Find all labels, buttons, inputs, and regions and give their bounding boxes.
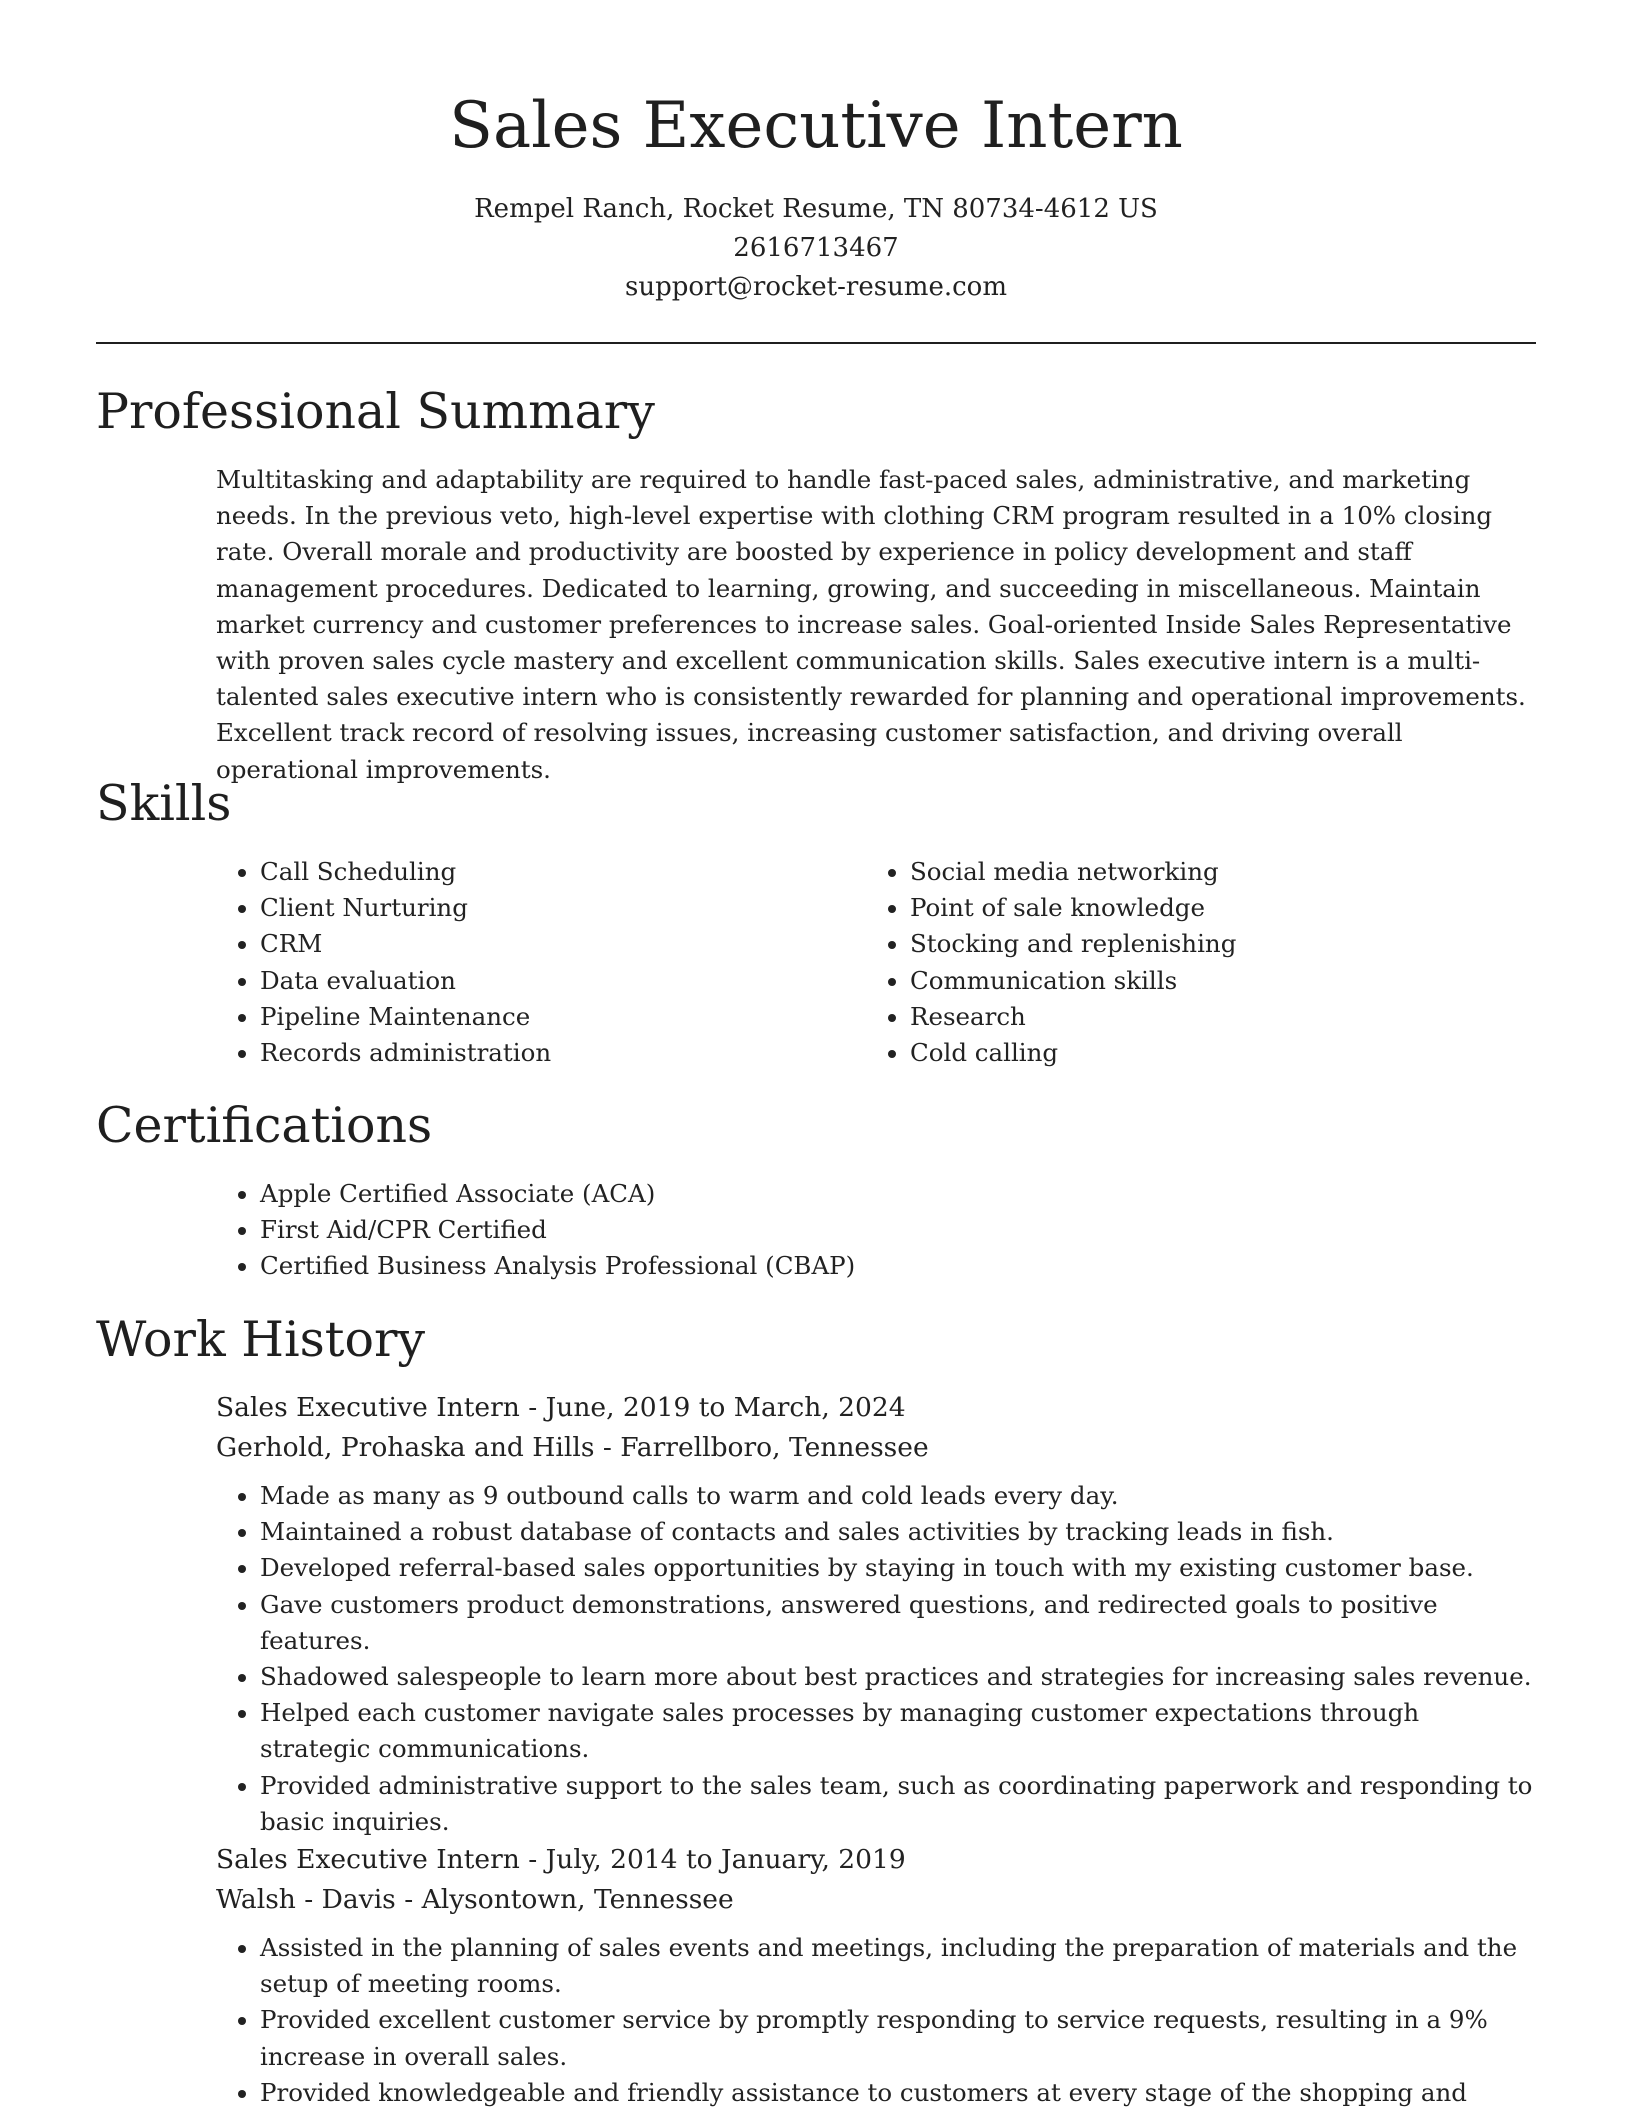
job-title: Sales Executive Intern [216, 1844, 520, 1875]
list-item: • Gave customers product demonstrations, answered questions, and redirected goals to positive features. [260, 1587, 1536, 1659]
certifications-list [216, 1176, 1536, 1285]
job-location: - Alysontown, Tennessee [395, 1884, 734, 1915]
header-divider [96, 342, 1536, 344]
list-item: • Stocking and replenishing [910, 926, 1550, 962]
job-company-line [216, 1428, 1536, 1468]
list-item: • Data evaluation [260, 963, 900, 999]
list-item: • Helped each customer navigate sales processes by managing customer expectations through strategic communications. [260, 1695, 1536, 1767]
list-item: • Maintained a robust database of contacts and sales activities by tracking leads in fish. [260, 1514, 1536, 1550]
list-item: • Shadowed salespeople to learn more about best practices and strategies for increasing sales revenue. [260, 1659, 1536, 1695]
job-company: Walsh - Davis [216, 1884, 396, 1915]
list-item: • Certified Business Analysis Professional (CBAP) [260, 1248, 1536, 1284]
list-item: • Point of sale knowledge [910, 890, 1550, 926]
skills-column-right [866, 854, 1550, 1071]
email: support@rocket-resume.com [624, 272, 1007, 302]
list-item: • Client Nurturing [260, 890, 900, 926]
job-title-line [216, 1388, 1536, 1428]
job-entry [216, 1840, 1536, 2111]
job-entry [216, 1388, 1536, 1840]
phone: 2616713467 [733, 233, 899, 263]
list-item: • Provided excellent customer service by promptly responding to service requests, resulting in a 9% increase in overall sales. [260, 2002, 1536, 2074]
section-title-work-history: Work History [96, 1311, 426, 1368]
list-item: • Research [910, 999, 1550, 1035]
section-title-summary: Professional Summary [96, 383, 655, 440]
list-item: • Provided knowledgeable and friendly assistance to customers at every stage of the shopping and [260, 2075, 1536, 2111]
list-item: • Made as many as 9 outbound calls to warm and cold leads every day. [260, 1478, 1536, 1514]
job-company-line [216, 1880, 1536, 1920]
job-company: Gerhold, Prohaska and Hills [216, 1432, 595, 1463]
job-dates: - June, 2019 to March, 2024 [519, 1392, 906, 1423]
list-item: • Call Scheduling [260, 854, 900, 890]
contact-info [0, 190, 1632, 307]
job-title: Sales Executive Intern [216, 1392, 520, 1423]
section-title-skills: Skills [96, 775, 232, 832]
summary-text: Multitasking and adaptability are required to handle fast-paced sales, administrative, and marketing needs. In the previous veto, high-level expertise with clothing CRM program resulted in a 10% closing rate. Overall morale and productivity are boosted by experience in policy development and staff management procedures. Dedicated to learning, growing, and succeeding in miscellaneous. Maintain market currency and customer preferences to increase sales. Goal-oriented Inside Sales Representative with proven sales cycle mastery and excellent communication skills. Sales executive intern is a multi-talented sales executive intern who is consistently rewarded for planning and operational improvements. Excellent track record of resolving issues, increasing customer satisfaction, and driving overall operational improvements. [216, 465, 1526, 784]
list-item: • Social media networking [910, 854, 1550, 890]
list-item: • First Aid/CPR Certified [260, 1212, 1536, 1248]
certifications-items [216, 1176, 1536, 1285]
job-bullets [216, 1478, 1536, 1840]
list-item: • Records administration [260, 1035, 900, 1071]
list-item: • Assisted in the planning of sales events and meetings, including the preparation of materials and the setup of meeting rooms. [260, 1930, 1536, 2002]
list-item: • CRM [260, 926, 900, 962]
job-dates: - July, 2014 to January, 2019 [519, 1844, 906, 1875]
list-item: • Developed referral-based sales opportunities by staying in touch with my existing customer base. [260, 1550, 1536, 1586]
skills-column-left [216, 854, 900, 1071]
list-item: • Provided administrative support to the sales team, such as coordinating paperwork and responding to basic inquiries. [260, 1768, 1536, 1840]
list-item: • Communication skills [910, 963, 1550, 999]
list-item: • Apple Certified Associate (ACA) [260, 1176, 1536, 1212]
job-title-line [216, 1840, 1536, 1880]
list-item: • Pipeline Maintenance [260, 999, 900, 1035]
resume-name: Sales Executive Intern [449, 89, 1183, 163]
section-title-certifications: Certifications [96, 1097, 433, 1154]
job-bullets [216, 1930, 1536, 2111]
list-item: • Cold calling [910, 1035, 1550, 1071]
address: Rempel Ranch, Rocket Resume, TN 80734-4612 US [474, 194, 1158, 224]
job-location: - Farrellboro, Tennessee [594, 1432, 929, 1463]
